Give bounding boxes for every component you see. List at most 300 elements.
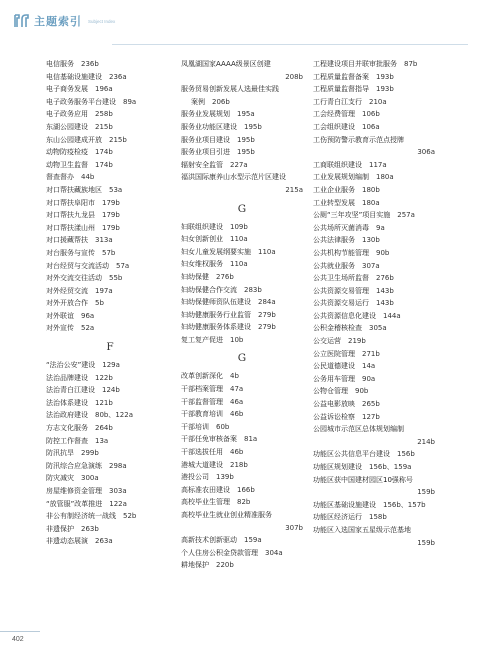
index-entry [313, 297, 435, 310]
index-term: 功能区基础设施建设 [313, 500, 376, 509]
index-entry [46, 171, 174, 184]
index-page-ref: 210a [369, 97, 387, 106]
index-term: 督查督办 [46, 173, 74, 182]
index-column-2 [181, 58, 303, 572]
footer-divider [0, 631, 40, 632]
index-page-ref: 80b、122a [95, 411, 134, 420]
index-entry [181, 547, 303, 560]
index-entry [313, 272, 435, 285]
index-term: 对口帮扶漾山州 [46, 223, 95, 232]
index-page-ref: 236a [109, 72, 127, 81]
index-entry [46, 485, 174, 498]
index-entry [46, 422, 174, 435]
index-entry [46, 260, 174, 273]
index-entry [313, 285, 435, 298]
index-term: 高新技术创新驱动 [181, 536, 237, 545]
index-entry [46, 71, 174, 84]
index-entry [46, 222, 174, 235]
index-page-ref: 257a [397, 211, 415, 220]
index-page-ref: 4b [230, 372, 239, 381]
index-page-ref: 195b [237, 148, 255, 157]
index-entry [46, 447, 174, 460]
index-page-ref: 122b [95, 373, 113, 382]
index-term: 房屋维修资金管理 [46, 487, 102, 495]
index-entry [313, 260, 435, 273]
index-term: 案例 [191, 97, 205, 106]
index-page-ref: 193b [376, 85, 394, 94]
index-page-ref: 57b [102, 248, 116, 257]
index-entry [313, 234, 435, 247]
index-page-ref: 215b [109, 135, 127, 144]
index-entry [313, 197, 435, 210]
index-page-ref: 55b [109, 274, 123, 283]
index-page-ref: 265b [362, 400, 380, 409]
index-entry [181, 284, 303, 297]
index-entry [313, 71, 435, 84]
index-page-ref: 227a [230, 160, 248, 169]
index-entry [181, 459, 303, 472]
index-entry [313, 159, 435, 172]
index-page-ref: 156b、157b [383, 500, 426, 509]
index-entry [46, 247, 174, 260]
index-page-ref: 195a [237, 110, 255, 119]
index-page-ref: 46b [230, 410, 244, 419]
index-entry [46, 209, 174, 222]
index-page-ref: 174b [95, 148, 113, 157]
index-entry [313, 360, 435, 373]
index-term: 妇女创新创业 [181, 235, 223, 244]
index-entry [181, 421, 303, 434]
index-page-ref: 215a [285, 185, 303, 194]
index-entry [181, 134, 303, 147]
index-term: 公积金稽核检查 [313, 324, 362, 333]
index-page-ref: 46a [230, 397, 244, 406]
index-entry [46, 498, 174, 511]
index-entry [46, 372, 174, 385]
index-term: 工程建设项目并联审批服务 [313, 60, 397, 68]
index-entry [181, 471, 303, 484]
index-entry [181, 171, 303, 184]
index-entry [181, 296, 303, 309]
index-entry [181, 159, 303, 172]
index-term: 公物仓管理 [313, 387, 348, 396]
index-term: 公交运营 [313, 337, 341, 346]
index-page-ref: 53a [109, 185, 123, 194]
index-term: 公共资源交易管理 [313, 286, 369, 295]
index-page-ref: 158b [369, 513, 387, 522]
index-entry [46, 285, 174, 298]
index-entry [181, 321, 303, 334]
index-term: 干部教育培训 [181, 410, 223, 419]
index-page-ref: 106a [362, 122, 380, 131]
index-page-ref: 90b [355, 387, 369, 396]
index-page-ref: 159b [417, 488, 435, 497]
index-entry [181, 146, 303, 159]
page-number: 402 [12, 636, 24, 643]
index-page-ref: 271b [362, 349, 380, 358]
index-term: 对外宣传 [46, 324, 74, 333]
index-entry [46, 96, 174, 109]
index-entry [313, 398, 435, 411]
index-page-ref: 284a [258, 298, 276, 307]
index-page-ref: 106b [362, 110, 380, 119]
index-entry [313, 310, 435, 323]
index-entry [181, 258, 303, 271]
index-page-ref: 258b [95, 110, 113, 119]
index-entry [181, 509, 303, 522]
index-page-ref: 139b [216, 473, 234, 482]
index-page-ref: 121b [95, 398, 113, 407]
index-term: 公益诉讼检察 [313, 412, 355, 421]
index-page-ref: 276b [376, 274, 394, 283]
index-page-ref: 279b [258, 323, 276, 332]
index-term: 公厕“三年攻坚”项目实施 [313, 211, 391, 220]
index-page-ref: 81a [244, 435, 258, 444]
index-term: 功能区公共信息平台建设 [313, 450, 390, 459]
page-header [12, 10, 468, 32]
index-entry [313, 247, 435, 260]
index-entry [46, 435, 174, 448]
index-term: 公共法律服务 [313, 236, 355, 245]
index-term: 改革创新深化 [181, 372, 223, 381]
index-entry [46, 397, 174, 410]
index-entry [313, 171, 435, 184]
index-page-ref: 279b [258, 310, 276, 319]
index-term: 电子商务发展 [46, 85, 88, 94]
index-term: 对外经贸交流 [46, 286, 88, 295]
index-entry [46, 384, 174, 397]
index-entry [181, 408, 303, 421]
index-page-ref: 208b [285, 72, 303, 81]
index-page-ref: 166b [237, 485, 255, 494]
index-page-ref: 90b [376, 248, 390, 257]
index-page-ref: 298a [109, 461, 127, 470]
index-term: 公民道德建设 [313, 362, 355, 371]
index-page-ref: 214b [417, 437, 435, 446]
index-page-ref: 180a [376, 173, 394, 182]
index-page-ref: 264b [95, 424, 113, 433]
index-term: 对台经贸与交流活动 [46, 261, 109, 270]
index-entry [46, 310, 174, 323]
index-term: 功能区规划建设 [313, 463, 362, 471]
index-page-ref: 304a [265, 548, 283, 557]
index-entry [46, 83, 174, 96]
index-page-ref: 143b [376, 299, 394, 308]
index-term: 辐射安全监管 [181, 160, 223, 169]
index-page-ref: 193b [376, 72, 394, 81]
section-subtitle: Subject Index [88, 18, 116, 24]
index-term: 方志文化服务 [46, 424, 88, 433]
index-entry [181, 496, 303, 509]
index-term: 功能区经济运行 [313, 513, 362, 522]
index-term: 工业企业服务 [313, 185, 355, 194]
index-entry [313, 411, 435, 424]
index-entry [181, 271, 303, 284]
index-page-ref: 215b [95, 122, 113, 131]
index-term: 对口帮扶阜阳市 [46, 198, 95, 207]
index-term: 高标准农田建设 [181, 485, 230, 494]
index-entry [181, 246, 303, 259]
index-term: 东山公园建成开放 [46, 135, 102, 144]
index-entry [46, 510, 174, 523]
index-term: 对口援藏帮扶 [46, 236, 88, 245]
index-entry [46, 472, 174, 485]
index-term: 功能区获中国建材园区10强称号 [313, 475, 413, 484]
index-entry [313, 184, 435, 197]
index-entry [313, 511, 435, 524]
index-entry [46, 523, 174, 536]
index-entry [313, 83, 435, 96]
index-entry [313, 209, 435, 222]
index-entry [46, 409, 174, 422]
index-page-ref: 14a [362, 362, 376, 371]
index-page-ref: 10b [230, 335, 244, 344]
index-page-ref: 179b [102, 211, 120, 220]
index-page-ref: 122a [109, 499, 127, 508]
index-term: 对外交流交往活动 [46, 274, 102, 283]
index-page-ref: 82b [237, 498, 251, 507]
index-page-ref: 313a [95, 236, 113, 245]
index-page-ref: 195b [237, 135, 255, 144]
index-page-ref: 52a [81, 324, 95, 333]
index-term: 妇幼保健师资队伍建设 [181, 298, 251, 307]
index-term: 干部档案管理 [181, 385, 223, 394]
index-page-ref: 307b [285, 523, 303, 532]
index-page-ref: 130b [362, 236, 380, 245]
index-entry [313, 499, 435, 512]
index-page-ref: 46b [230, 448, 244, 457]
index-page-ref: 174b [95, 160, 113, 169]
index-term: 服务贸易创新发展人选最佳实践 [181, 85, 279, 94]
index-entry [181, 396, 303, 409]
index-term: 工程质量监督备案 [313, 72, 369, 81]
index-entry [313, 96, 435, 109]
index-term: 妇联组织建设 [181, 222, 223, 231]
index-entry [313, 322, 435, 335]
header-divider [112, 44, 468, 45]
index-term: 公共场所灭菌消毒 [313, 223, 369, 232]
index-page-ref: 109b [230, 222, 248, 231]
index-term: 高校毕业生管理 [181, 498, 230, 507]
index-entry [181, 108, 303, 121]
index-page-ref: 306a [417, 148, 435, 157]
index-term: 公园城市示范区总体规划编制 [313, 425, 404, 434]
horse-logo-icon [12, 12, 32, 30]
index-term: 工行青白江支行 [313, 97, 362, 106]
index-entry [46, 460, 174, 473]
index-page-ref: 57a [116, 261, 130, 270]
index-page-ref: 9a [376, 223, 385, 232]
index-entry [181, 446, 303, 459]
index-entry [313, 436, 435, 449]
index-letter-heading: F [106, 341, 114, 354]
index-page-ref: 156b、159a [369, 463, 412, 471]
index-term: 凤凰湖国家AAAA级景区创建 [181, 60, 271, 68]
index-page-ref: 52b [123, 512, 137, 521]
index-page-ref: 110a [230, 235, 248, 244]
index-page-ref: 110a [230, 260, 248, 269]
index-page-ref: 196a [95, 85, 113, 94]
index-term: 工会经费管理 [313, 110, 355, 119]
index-term: 功能区入选国家五星级示范基地 [313, 525, 411, 534]
index-entry [313, 486, 435, 499]
index-term: 干部选拔任用 [181, 448, 223, 457]
index-term: 妇幼保健 [181, 272, 209, 281]
index-term: 工伤预防警示教育示范点授牌 [313, 135, 404, 144]
index-entry [46, 234, 174, 247]
index-entry [181, 221, 303, 234]
index-term: 东湖公园建设 [46, 122, 88, 131]
index-term: 对外联谊 [46, 311, 74, 320]
index-entry [181, 522, 303, 535]
index-entry [46, 322, 174, 335]
index-page-ref: 263a [95, 537, 113, 546]
index-entry [313, 474, 435, 487]
index-page-ref: 303a [109, 487, 127, 495]
index-term: 电子政务服务平台建设 [46, 97, 116, 106]
index-page-ref: 195b [244, 122, 262, 131]
index-entry [181, 334, 303, 347]
index-entry [313, 134, 435, 147]
index-term: 港投公司 [181, 473, 209, 482]
index-term: 防汛抗旱 [46, 449, 74, 458]
index-page-ref: 110a [258, 247, 276, 256]
index-term: 工会组织建设 [313, 122, 355, 131]
index-term: 法治品牌建设 [46, 373, 88, 382]
index-page-ref: 179b [102, 198, 120, 207]
index-entry [181, 58, 303, 71]
index-entry [181, 559, 303, 572]
index-page-ref: 180b [362, 185, 380, 194]
index-entry [313, 373, 435, 386]
index-entry [46, 108, 174, 121]
index-page-ref: 90a [362, 374, 376, 383]
index-page-ref: 219b [348, 337, 366, 346]
index-term: 工业转型发展 [313, 198, 355, 207]
index-entry [313, 335, 435, 348]
index-column-3 [313, 58, 435, 549]
index-page-ref: 179b [102, 223, 120, 232]
index-page-ref: 13a [95, 436, 109, 445]
index-term: 妇女儿童发展纲要实施 [181, 247, 251, 256]
index-term: 复工复产促进 [181, 335, 223, 344]
index-entry [181, 121, 303, 134]
index-page-ref: 299b [81, 449, 99, 458]
index-entry [46, 121, 174, 134]
index-letter-heading: G [237, 202, 247, 215]
index-entry [313, 108, 435, 121]
index-page-ref: 159a [244, 536, 262, 545]
index-entry [313, 448, 435, 461]
index-entry [313, 146, 435, 159]
index-term: 法治政府建设 [46, 411, 88, 420]
index-page-ref: 307a [362, 261, 380, 270]
index-page-ref: 218b [230, 460, 248, 469]
index-term: 防汛综合应急演练 [46, 461, 102, 470]
index-page-ref: 276b [216, 272, 234, 281]
index-entry [313, 121, 435, 134]
index-term: 服务业项目建设 [181, 135, 230, 144]
index-term: “法治公安”建设 [46, 361, 96, 370]
index-term: 妇女维权服务 [181, 260, 223, 269]
index-page-ref: 87b [404, 60, 418, 68]
index-entry [313, 385, 435, 398]
index-term: 非公有制经济统一战线 [46, 512, 116, 521]
index-entry [181, 309, 303, 322]
index-term: 防控工作督查 [46, 436, 88, 445]
index-page-ref: 156b [397, 450, 415, 459]
index-entry [181, 383, 303, 396]
index-entry [181, 534, 303, 547]
index-entry [46, 535, 174, 548]
index-page-ref: 127b [362, 412, 380, 421]
index-term: 干部培训 [181, 422, 209, 431]
index-page-ref: 60b [216, 422, 230, 431]
index-term: 公共机构节能管理 [313, 248, 369, 257]
index-entry [181, 370, 303, 383]
index-page-ref: 89a [123, 97, 137, 106]
index-term: 服务业功能区建设 [181, 122, 237, 131]
index-term: 非遗动态展演 [46, 537, 88, 546]
index-page-ref: 283b [244, 285, 262, 294]
index-term: 服务业发展规划 [181, 110, 230, 119]
index-entry [313, 461, 435, 474]
index-page-ref: 5b [95, 299, 104, 308]
index-page-ref: 305a [369, 324, 387, 333]
index-page-ref: 44b [81, 173, 95, 182]
index-letter-heading: G [237, 352, 247, 365]
index-term: 个人住房公积金贷款管理 [181, 548, 258, 557]
index-term: 干部任免审核备案 [181, 435, 237, 444]
index-term: 动物卫生监督 [46, 160, 88, 169]
index-term: 对台服务与宣传 [46, 248, 95, 257]
index-entry [313, 423, 435, 436]
index-page-ref: 180a [362, 198, 380, 207]
index-entry [181, 433, 303, 446]
index-term: 公共资源信息化建设 [313, 311, 376, 320]
index-page-ref: 159b [417, 538, 435, 547]
index-page-ref: 300a [81, 474, 99, 483]
index-page-ref: 236b [81, 60, 99, 68]
index-term: 工业发展规划编制 [313, 173, 369, 182]
index-page-ref: 129a [102, 361, 120, 370]
index-page-ref: 47a [230, 385, 244, 394]
index-term: 公共资源交易运行 [313, 299, 369, 308]
index-page-ref: 197a [95, 286, 113, 295]
index-entry [313, 222, 435, 235]
index-entry [181, 71, 303, 84]
index-term: 公共卫生场所监督 [313, 274, 369, 283]
index-entry [46, 297, 174, 310]
index-term: 服务业项目引进 [181, 148, 230, 157]
index-term: 法治青白江建设 [46, 386, 95, 395]
index-entry [46, 58, 174, 71]
index-term: 对口帮扶九龙县 [46, 211, 95, 220]
index-column-1 [46, 58, 174, 548]
index-term: “放管服”改革推进 [46, 499, 103, 508]
index-entry [181, 96, 303, 109]
index-entry [313, 537, 435, 550]
index-page-ref: 96a [81, 311, 95, 320]
index-entry [46, 134, 174, 147]
index-term: 耕地保护 [181, 561, 209, 570]
index-entry [181, 83, 303, 96]
index-term: 公益电影放映 [313, 400, 355, 409]
index-entry [46, 359, 174, 372]
index-page-ref: 206b [212, 97, 230, 106]
index-term: 电子政务应用 [46, 110, 88, 119]
index-term: 公立医院管理 [313, 349, 355, 358]
